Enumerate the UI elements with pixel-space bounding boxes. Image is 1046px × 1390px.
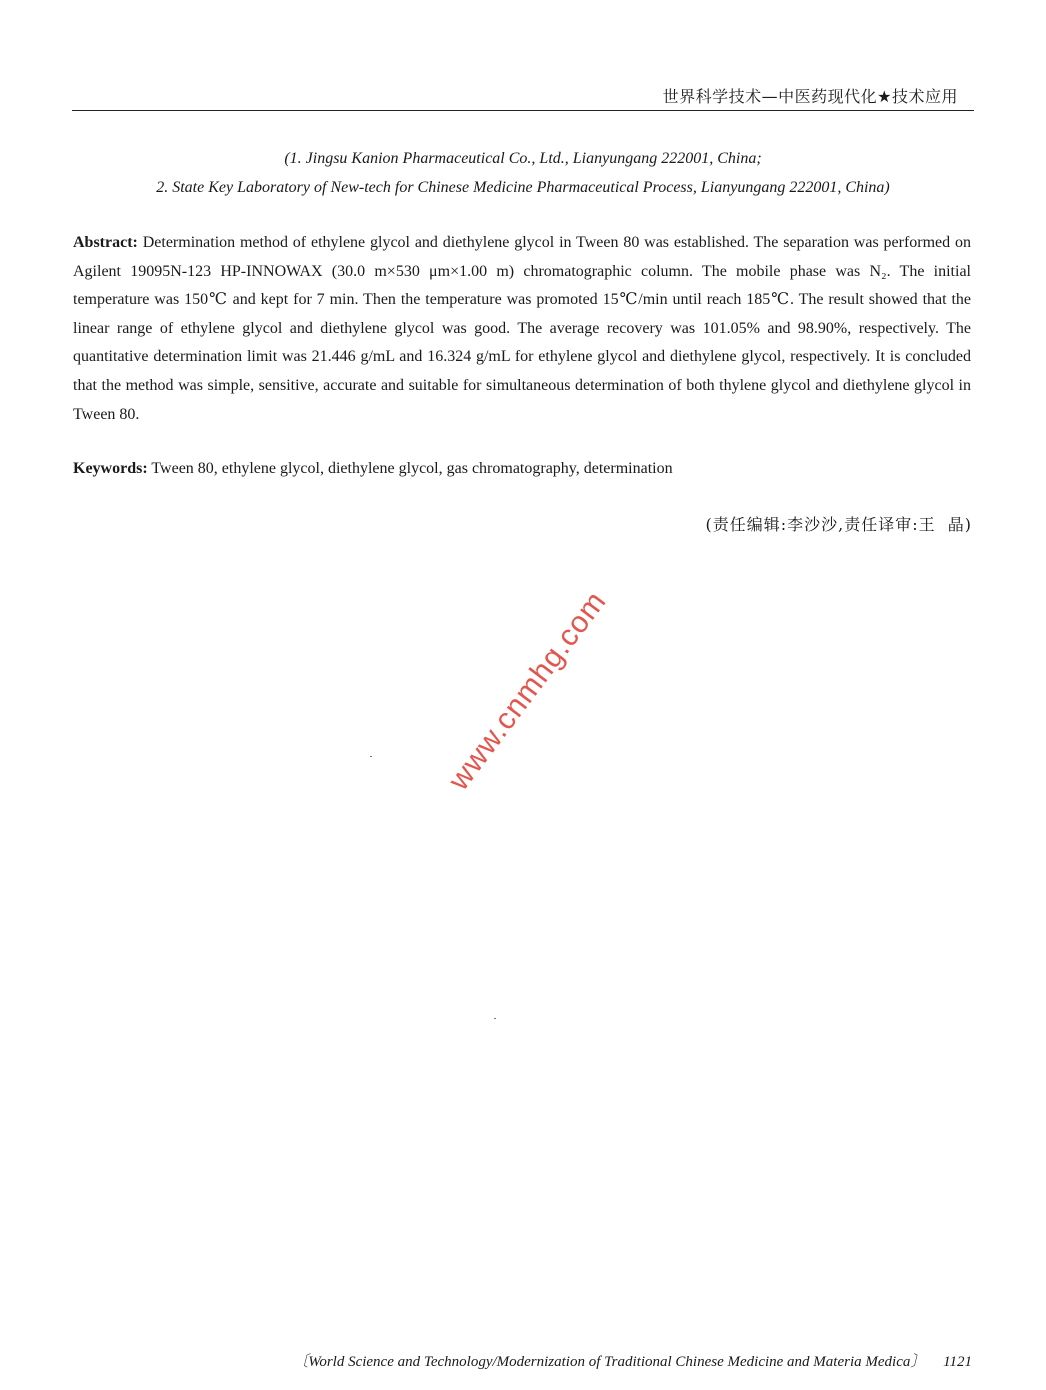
abstract (73, 229, 971, 429)
keywords-text: Tween 80, ethylene glycol, diethylene glycol, gas chromatography, determination (151, 460, 673, 477)
scan-speck (370, 756, 372, 757)
abstract-label: Abstract: (73, 234, 138, 251)
editors-note: (责任编辑:李沙沙,责任译审:王 晶) (705, 515, 972, 534)
scan-speck (494, 1018, 496, 1019)
page-footer (293, 1350, 972, 1371)
affiliation-line: (1. Jingsu Kanion Pharmaceutical Co., Ltd., Lianyungang 222001, China; (284, 150, 762, 167)
footer-journal: 〔World Science and Technology/Modernization of Traditional Chinese Medicine and Materia Medica〕 (293, 1354, 926, 1370)
journal-title: 世界科学技术—中医药现代化★技术应用 (662, 87, 958, 106)
affiliation-line: 2. State Key Laboratory of New-tech for Chinese Medicine Pharmaceutical Process, Lianyungang 222001, China) (156, 179, 890, 196)
running-header (72, 84, 974, 111)
keywords-label: Keywords: (73, 460, 148, 477)
watermark: www.cnmhg.com (442, 585, 613, 797)
page-number: 1121 (943, 1354, 972, 1370)
abstract-text: Determination method of ethylene glycol and diethylene glycol in Tween 80 was established. The separation was performed on Agilent 19095N-123 HP-INNOWAX (30.0 m×530 μm×1.00 m) chromatographic column. The mobile phase was N₂. The initial temperature was 150℃ and kept for 7 min. Then the temperature was promoted 15℃/min until reach 185℃. The result showed that the linear range of ethylene glycol and diethylene glycol was good. The average recovery was 101.05% and 98.90%, respectively. The quantitative determination limit was 21.446 g/mL and 16.324 g/mL for ethylene glycol and diethylene glycol, respectively. It is concluded that the method was simple, sensitive, accurate and suitable for simultaneous determination of both thylene glycol and diethylene glycol in Tween 80. (73, 234, 971, 423)
affiliations (72, 144, 974, 202)
keywords (73, 455, 971, 483)
